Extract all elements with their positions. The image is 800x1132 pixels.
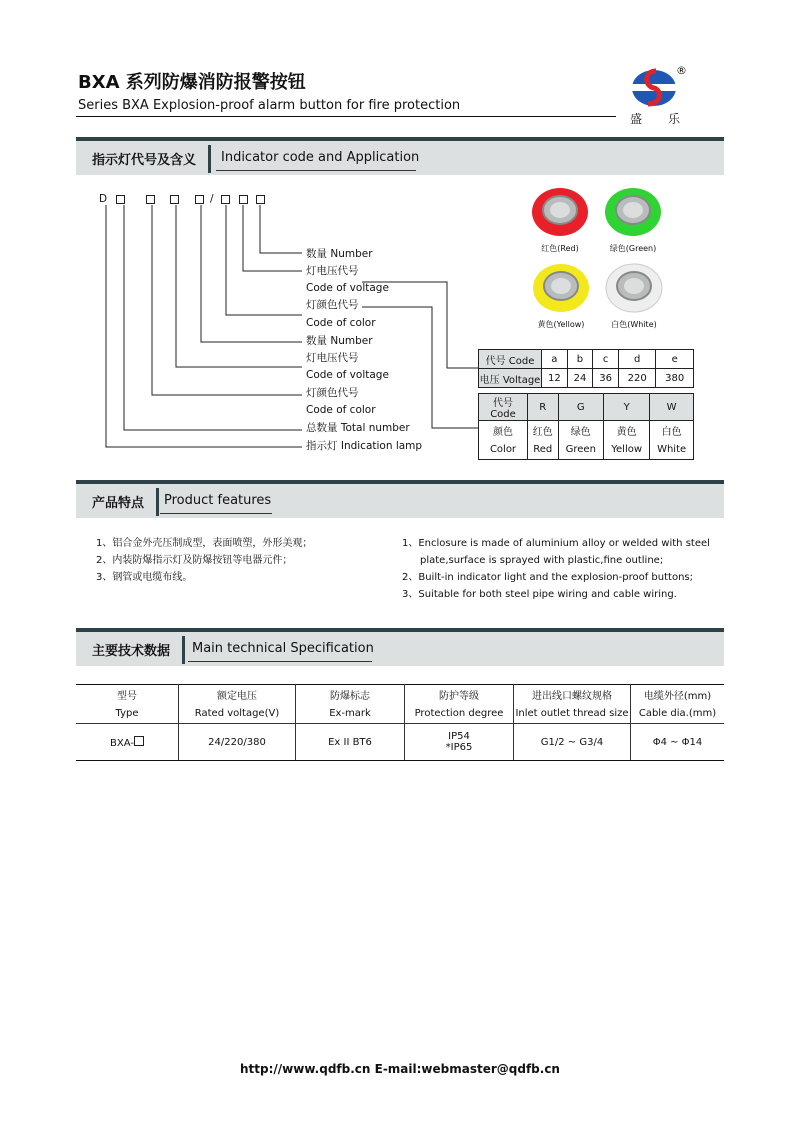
lamp-yellow <box>531 262 591 318</box>
label-voltage-code: 灯电压代号 <box>306 352 359 364</box>
label-color-code-2: 灯颜色代号 <box>306 299 359 311</box>
spec-table <box>76 684 724 761</box>
lamp-green <box>603 186 663 242</box>
lamp-white <box>604 262 664 318</box>
logo-text-left: 盛 <box>630 112 643 126</box>
label-number: 数量 Number <box>306 335 373 347</box>
list-item: 2、Built-in indicator light and the explosion-proof buttons; <box>402 572 693 583</box>
table-row: 代号 Code R G Y W <box>479 394 694 421</box>
label-indication-lamp: 指示灯 Indication lamp <box>306 440 423 452</box>
code-slash: / <box>210 193 214 205</box>
lamp-red-caption: 红色(Red) <box>541 244 579 253</box>
table-header-row: Type Rated voltage(V) Ex-mark Protection degree Inlet outlet thread size Cable dia.(mm) <box>76 703 724 724</box>
section-title-underline <box>160 513 272 514</box>
label-color-code-2-en: Code of color <box>306 317 376 329</box>
section-title-underline <box>188 661 372 662</box>
section-header-spec <box>76 628 724 666</box>
list-item: 3、钢管或电缆布线。 <box>96 572 193 583</box>
list-item: 1、Enclosure is made of aluminium alloy or welded with steel <box>402 538 710 549</box>
list-item: plate,surface is sprayed with plastic,fine outline; <box>420 555 664 566</box>
label-total-number: 总数量 Total number <box>306 422 410 434</box>
section-divider <box>156 488 159 516</box>
label-voltage-code-en: Code of voltage <box>306 369 389 381</box>
label-voltage-code-2: 灯电压代号 <box>306 265 359 277</box>
features-en-list <box>402 535 710 603</box>
section-title-cn: 主要技术数据 <box>92 644 171 659</box>
table-row: 电压 Voltage 12 24 36 220 380 <box>479 369 694 388</box>
features-cn-list <box>96 535 312 586</box>
lamp-yellow-caption: 黄色(Yellow) <box>537 320 585 329</box>
list-item: 2、内装防爆指示灯及防爆按钮等电器元件； <box>96 555 293 566</box>
logo-text-right: 乐 <box>668 112 681 126</box>
page-title: BXA 系列防爆消防报警按钮 <box>78 72 306 93</box>
list-item: 3、Suitable for both steel pipe wiring and cable wiring. <box>402 589 677 600</box>
section-title-cn: 产品特点 <box>92 496 145 511</box>
voltage-code-table <box>478 349 694 388</box>
registered-mark: ® <box>676 64 687 77</box>
page-subtitle: Series BXA Explosion-proof alarm button for fire protection <box>78 98 461 113</box>
label-voltage-code-2-en: Code of voltage <box>306 282 389 294</box>
label-number-2: 数量 Number <box>306 248 373 260</box>
footer-contact: http://www.qdfb.cn E-mail:webmaster@qdfb.cn <box>240 1062 560 1076</box>
lamp-green-caption: 绿色(Green) <box>609 244 657 253</box>
code-prefix: D <box>99 193 108 205</box>
label-color-code: 灯颜色代号 <box>306 387 359 399</box>
section-title-en: Product features <box>164 493 272 508</box>
list-item: 1、铝合金外壳压制成型，表面喷塑，外形美观； <box>96 538 313 549</box>
table-row: Color Red Green Yellow White <box>479 439 694 460</box>
section-title-en: Main technical Specification <box>192 641 374 656</box>
table-row: 颜色 红色 绿色 黄色 白色 <box>479 421 694 440</box>
table-row: 代号 Code a b c d e <box>479 350 694 369</box>
section-title-cn: 指示灯代号及含义 <box>92 153 197 168</box>
table-row: BXA- 24/220/380 Ex II BT6 IP54 *IP65 G1/2 ~ G3/4 Φ4 ~ Φ14 <box>76 724 724 761</box>
label-color-code-en: Code of color <box>306 404 376 416</box>
color-code-table <box>478 393 694 460</box>
section-header-features <box>76 480 724 518</box>
table-header-row: 型号 额定电压 防爆标志 防护等级 进出线口螺纹规格 电缆外径(mm) <box>76 684 724 703</box>
section-title-en: Indicator code and Application <box>221 150 420 165</box>
lamp-red <box>530 186 590 242</box>
lamp-white-caption: 白色(White) <box>611 320 657 329</box>
section-divider <box>182 636 185 664</box>
